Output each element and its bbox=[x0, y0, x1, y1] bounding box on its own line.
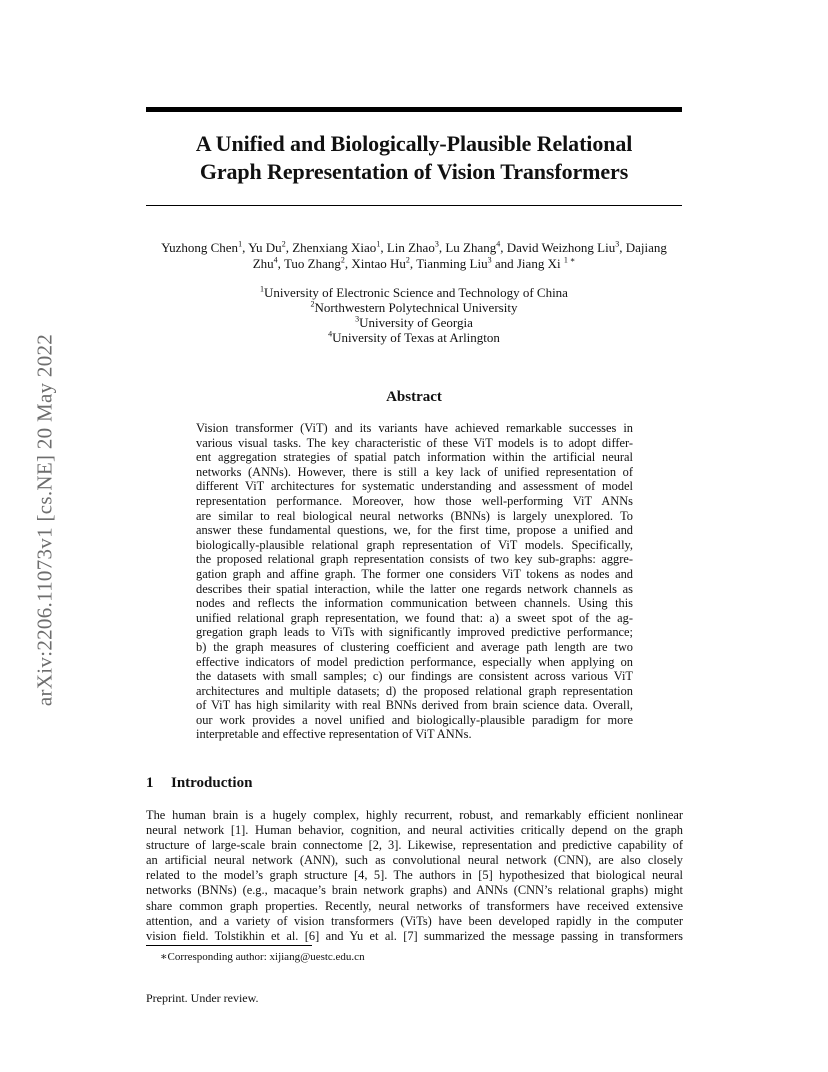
author-affiliation-mark: 4 bbox=[273, 255, 278, 265]
affiliation-item: $^3$University of Georgia bbox=[355, 314, 473, 330]
preprint-footer: Preprint. Under review. bbox=[146, 991, 259, 1005]
author-name: David Weizhong Liu bbox=[506, 240, 616, 255]
author-affiliation-mark: 2 bbox=[281, 239, 286, 249]
affiliation-item: $^2$Northwestern Polytechnical University bbox=[310, 299, 518, 315]
intro-line: The human brain is a hugely complex, highly recurrent, robust, and remarkably efficient nonlinear bbox=[146, 808, 683, 822]
abstract-line: representation performance. Moreover, how those well-performing ViT ANNs bbox=[196, 493, 633, 508]
title-bottom-rule bbox=[146, 205, 682, 206]
abstract-line: architectures and multiple datasets; d) the proposed relational graph representation bbox=[196, 683, 633, 698]
abstract-line: networks (ANNs). However, there is still a key lack of unified representation of bbox=[196, 464, 633, 479]
author-name-part: Dajiang bbox=[625, 240, 667, 255]
abstract-line: are similar to real biological neural networks (BNNs) is largely unexplored. To bbox=[196, 508, 633, 523]
intro-line: share common graph properties. Recently, neural networks of transformers have received extensive bbox=[146, 898, 683, 913]
intro-line: attention, and a variety of vision transformers (ViTs) have been developed rapidly in the computer bbox=[146, 913, 683, 928]
author-affiliation-mark: 3 bbox=[615, 239, 620, 249]
author-affiliation-mark: 3 bbox=[487, 255, 492, 265]
abstract-line: answer these fundamental questions, we, for the first time, propose a unified and bbox=[196, 523, 633, 538]
abstract-line: unified relational graph representation, we found that: a) a sweet spot of the ag- bbox=[196, 610, 633, 625]
author-affiliation-mark: 1 bbox=[376, 239, 381, 249]
abstract-line: effective indicators of model prediction performance, especially when applying on bbox=[196, 654, 633, 669]
abstract-line: gregation graph leads to ViTs with significantly improved predictive performance; bbox=[196, 625, 633, 640]
author-name: Lin Zhao bbox=[386, 240, 435, 255]
abstract-body bbox=[196, 421, 633, 742]
abstract-heading: Abstract bbox=[386, 389, 442, 405]
author-line-1: Yuzhong Chen$^1$, Yu Du$^2$, Zhenxiang Xiao$^1$, Lin Zhao$^3$, Lu Zhang$^4$, David Weizhong Liu$^3$, Dajiang bbox=[161, 239, 667, 255]
author-name: Zhenxiang Xiao bbox=[292, 240, 377, 255]
author-name: Tuo Zhang bbox=[283, 256, 341, 271]
author-name: Yuzhong Chen bbox=[161, 240, 239, 255]
affiliation-item: $^4$University of Texas at Arlington bbox=[328, 329, 500, 345]
author-affiliation-mark: 2 bbox=[405, 255, 410, 265]
intro-line: related to the model’s graph structure [4, 5]. The authors in [5] hypothesized that biological neural bbox=[146, 868, 683, 883]
author-affiliation-mark: 3 bbox=[434, 239, 439, 249]
section-number: 1 bbox=[146, 775, 154, 791]
abstract-line: our work provides a novel unified and biologically-plausible paradigm for more bbox=[196, 712, 633, 727]
introduction-body bbox=[146, 808, 683, 944]
author-affiliation-mark: 2 bbox=[340, 255, 345, 265]
author-name: Xintao Hu bbox=[351, 256, 406, 271]
abstract-line: biologically-plausible relational graph representation of ViT models. Specifically, bbox=[196, 537, 633, 552]
intro-line: vision field. Tolstikhin et al. [6] and Yu et al. [7] summarized the message passing in transformers bbox=[146, 928, 683, 943]
footnote-rule bbox=[146, 945, 312, 946]
author-line-2: Zhu$^4$, Tuo Zhang$^2$, Xintao Hu$^2$, Tianming Liu$^3$ and Jiang Xi $^{1 ∗}$ bbox=[252, 255, 576, 271]
abstract-line: interpretable and effective representation of ViT ANNs. bbox=[196, 727, 472, 742]
author-affiliation-mark: 4 bbox=[496, 239, 501, 249]
abstract-line: gation graph and affine graph. The former one considers ViT tokens as nodes and bbox=[196, 566, 633, 581]
intro-line: structure of large-scale brain connectome [2, 3]. Likewise, representation and predictive capability of bbox=[146, 838, 683, 853]
affiliation-list bbox=[146, 285, 682, 345]
section-heading-introduction bbox=[146, 774, 252, 792]
author-affiliation-mark: 1 ∗ bbox=[563, 255, 576, 265]
author-affiliation-mark: 1 bbox=[238, 239, 243, 249]
abstract-line: nodes and reflects the information communication between channels. Using this bbox=[196, 596, 633, 611]
section-title: Introduction bbox=[171, 775, 253, 791]
abstract-line: the proposed relational graph representation consists of two key sub-graphs: aggre- bbox=[196, 552, 633, 567]
intro-line: networks (BNNs) (e.g., macaque’s brain network graphs) and ANNs (CNN’s relational graphs) might bbox=[146, 883, 683, 898]
affiliation-item: $^1$University of Electronic Science and Technology of China bbox=[260, 284, 568, 300]
title-top-rule bbox=[146, 107, 682, 112]
abstract-line: various visual tasks. The key characteristic of these ViT models is to adopt differ- bbox=[196, 435, 633, 450]
abstract-line: ent aggregation strategies of spatial patch information within the artificial neural bbox=[196, 450, 633, 465]
author-name: Jiang Xi bbox=[516, 256, 561, 271]
abstract-line: the datasets with small samples; c) our findings are consistent across various ViT bbox=[196, 669, 633, 684]
title-line-1: A Unified and Biologically-Plausible Relational bbox=[195, 131, 633, 156]
abstract-line: different ViT architectures for systematic understanding and assessment of model bbox=[196, 479, 633, 494]
corresponding-author-footnote: ∗Corresponding author: xijiang@uestc.edu.cn bbox=[160, 951, 365, 963]
intro-line: neural network [1]. Human behavior, cognition, and neural activities critically depend on the graph bbox=[146, 823, 683, 838]
intro-line: an artificial neural network (ANN), such as convolutional neural network (CNN), are also closely bbox=[146, 853, 683, 868]
abstract-line: Vision transformer (ViT) and its variants have achieved remarkable successes in bbox=[196, 421, 633, 435]
abstract-line: b) the graph measures of clustering coefficient and average path length are two bbox=[196, 639, 633, 654]
author-name: Tianming Liu bbox=[416, 256, 488, 271]
paper-title bbox=[146, 130, 682, 186]
arxiv-identifier: arXiv:2206.11073v1 [cs.NE] 20 May 2022 bbox=[32, 333, 57, 707]
abstract-line: describes their spatial interaction, while the latter one regards network channels as bbox=[196, 581, 633, 596]
title-line-2: Graph Representation of Vision Transformers bbox=[199, 159, 629, 184]
abstract-line: of ViT has high similarity with real BNNs derived from brain science data. Overall, bbox=[196, 698, 633, 713]
author-name-part: Zhu bbox=[252, 256, 274, 271]
author-list bbox=[146, 240, 682, 272]
author-name: Yu Du bbox=[248, 240, 282, 255]
author-name: Lu Zhang bbox=[445, 240, 497, 255]
